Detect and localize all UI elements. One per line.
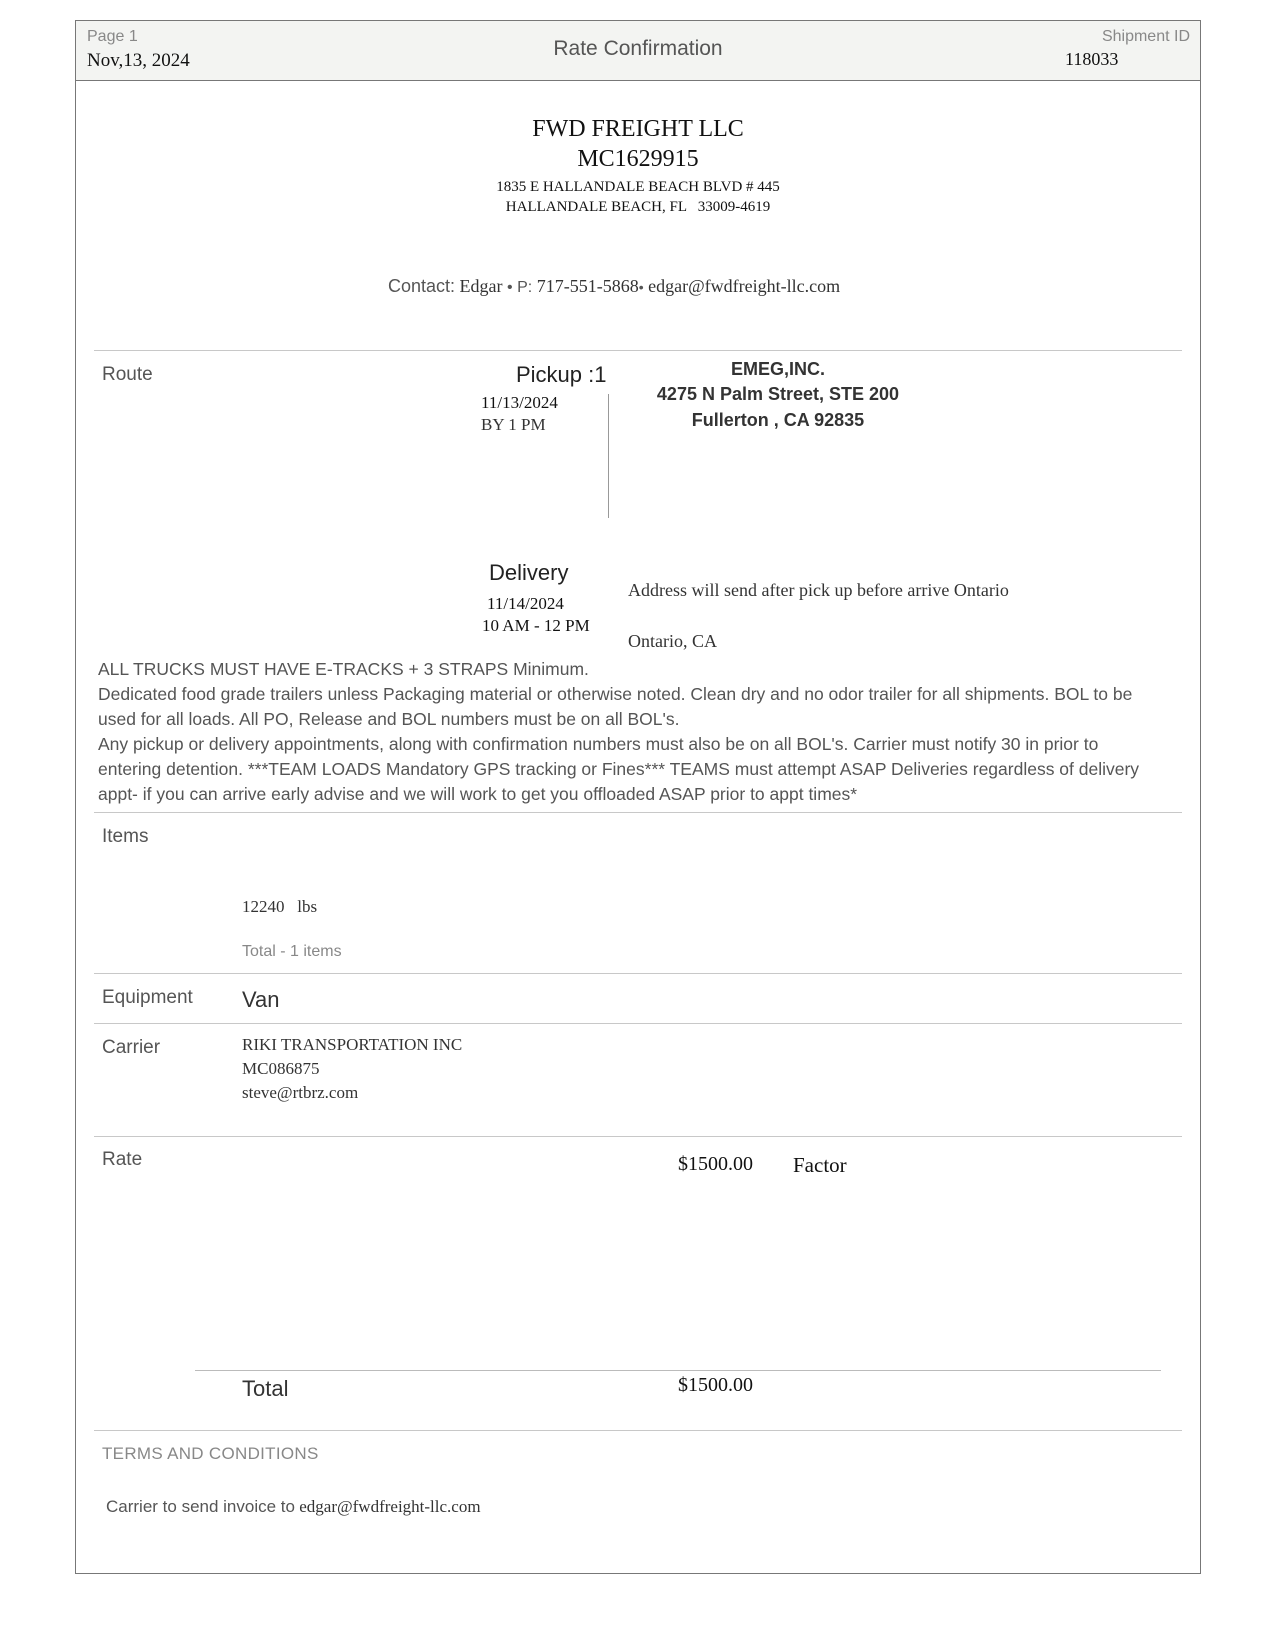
item-weight: 12240 xyxy=(242,897,285,916)
instructions-line3: Any pickup or delivery appointments, along with confirmation numbers must also be on all BOL's. Carrier must notify 30 in prior to entering detention. ***TEAM LOADS Mandatory GPS tracking or Fines*** TEAMS must attempt ASAP Deliveries regardless of delivery appt- if you can arrive early advise and we will work to get you offloaded ASAP prior to appt times* xyxy=(98,734,1140,804)
document-date: Nov,13, 2024 xyxy=(87,50,190,71)
invoice-email: edgar@fwdfreight-llc.com xyxy=(299,1497,481,1516)
instructions-line1: ALL TRUCKS MUST HAVE E-TRACKS + 3 STRAPS Minimum. xyxy=(98,659,589,679)
items-total: Total - 1 items xyxy=(242,943,342,960)
equipment-label: Equipment xyxy=(102,987,193,1008)
item-row xyxy=(242,897,317,917)
divider xyxy=(94,350,1182,351)
delivery-title: Delivery xyxy=(489,560,569,585)
company-address-line2: HALLANDALE BEACH, FL 33009-4619 xyxy=(505,199,771,215)
terms-label: TERMS AND CONDITIONS xyxy=(102,1444,319,1463)
invoice-line xyxy=(106,1497,481,1517)
pickup-city: Fullerton , CA 92835 xyxy=(691,410,865,430)
document-title: Rate Confirmation xyxy=(553,37,723,60)
company-name: FWD FREIGHT LLC xyxy=(532,116,744,142)
total-divider xyxy=(195,1370,1161,1371)
pickup-company: EMEG,INC. xyxy=(730,359,825,379)
divider xyxy=(94,1430,1182,1431)
instructions xyxy=(98,657,1158,807)
divider xyxy=(94,1023,1182,1024)
pickup-date: 11/13/2024 xyxy=(481,393,558,412)
route-label: Route xyxy=(102,364,153,385)
contact-email: edgar@fwdfreight-llc.com xyxy=(648,276,841,296)
delivery-date: 11/14/2024 xyxy=(487,594,564,613)
pickup-time: BY 1 PM xyxy=(481,415,546,434)
item-unit: lbs xyxy=(297,897,318,916)
pickup-vertical-divider xyxy=(608,394,609,518)
contact-phone: 717-551-5868 xyxy=(536,276,639,296)
contact-line xyxy=(388,276,908,297)
delivery-city: Ontario, CA xyxy=(628,631,717,651)
rate-amount: $1500.00 xyxy=(678,1153,753,1175)
carrier-email: steve@rtbrz.com xyxy=(242,1083,359,1102)
pickup-street: 4275 N Palm Street, STE 200 xyxy=(656,384,900,404)
page-label: Page 1 xyxy=(87,28,138,45)
total-label: Total xyxy=(242,1376,289,1401)
carrier-name: RIKI TRANSPORTATION INC xyxy=(242,1035,463,1054)
email-separator: • xyxy=(638,279,644,295)
divider xyxy=(94,1136,1182,1137)
contact-name: Edgar xyxy=(459,276,503,296)
rate-type: Factor xyxy=(793,1153,847,1177)
instructions-line2: Dedicated food grade trailers unless Packaging material or otherwise noted. Clean dry and no odor trailer for all shipments. BOL to be used for all loads. All PO, Release and BOL numbers must be on all BOL's. xyxy=(98,684,1133,729)
pickup-title: Pickup :1 xyxy=(516,362,607,387)
company-address-line1: 1835 E HALLANDALE BEACH BLVD # 445 xyxy=(496,179,780,195)
carrier-block xyxy=(242,1033,462,1105)
company-mc: MC1629915 xyxy=(577,146,699,172)
carrier-mc: MC086875 xyxy=(242,1059,320,1078)
phone-label: • P: xyxy=(507,279,533,296)
delivery-time: 10 AM - 12 PM xyxy=(482,616,590,635)
contact-label: Contact: xyxy=(388,276,456,296)
items-label: Items xyxy=(102,826,149,847)
total-amount: $1500.00 xyxy=(678,1374,753,1396)
divider xyxy=(94,973,1182,974)
rate-label: Rate xyxy=(102,1149,143,1170)
divider xyxy=(94,812,1182,813)
delivery-note: Address will send after pick up before arrive Ontario xyxy=(628,580,1009,600)
shipment-id-label: Shipment ID xyxy=(1101,28,1190,45)
shipment-id: 118033 xyxy=(1065,49,1119,69)
carrier-label: Carrier xyxy=(102,1037,161,1058)
invoice-text: Carrier to send invoice to xyxy=(106,1497,295,1516)
equipment-value: Van xyxy=(242,987,280,1012)
